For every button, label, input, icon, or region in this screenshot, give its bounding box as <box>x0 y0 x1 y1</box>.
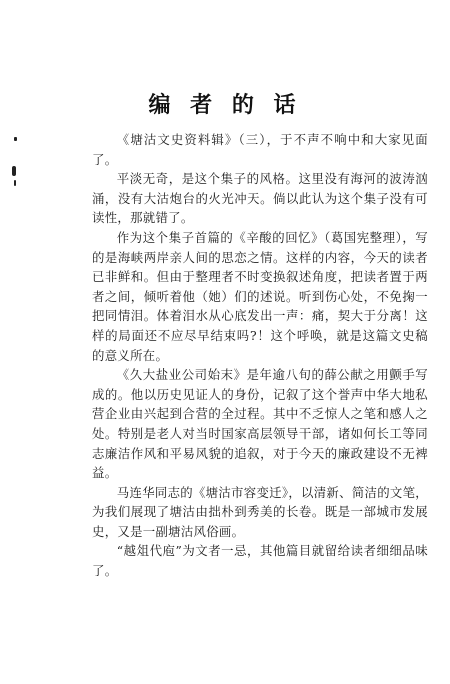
margin-mark <box>12 166 16 176</box>
page-title: 编 者 的 话 <box>148 93 302 118</box>
paragraph-closing: “越俎代庖”为文者一忌，其他篇目就留给读者细细品味了。 <box>92 543 428 579</box>
paragraph-first-article: 作为这个集子首篇的《辛酸的回忆》（葛国宪整理），写的是海峡两岸亲人间的思恋之情。这样的内容，今天的读者已非鲜和。但由于整理者不时变换叙述角度，把读者置于两者之间，倾听着他（她）们的述说。听到伤心处，不免掬一把同情泪。体着泪水从心底发出一声：痛，契大于分离！这样的局面还不应尽早结束吗?！这个呼唤，就是这篇文史稿的意义所在。 <box>92 229 428 363</box>
paragraph-city-changes: 马连华同志的《塘沽市容变迁》，以清新、简洁的文笔，为我们展现了塘沽由拙朴到秀美的长卷。既是一部城市发展史，又是一副塘沽风俗画。 <box>92 484 428 539</box>
margin-mark <box>14 137 17 141</box>
body-text <box>92 130 428 581</box>
paragraph-salt-company: 《久大盐业公司始末》是年逾八旬的薛公献之用颤手写成的。他以历史见证人的身份，记叙了这个誉声中华大地私营企业由兴起到合营的全过程。其中不乏惊人之笔和感人之处。特别是老人对当时国家高层领导干部，诸如何长工等同志廉洁作风和平易风貌的追叙，对于今天的廉政建设不无裨益。 <box>92 367 428 481</box>
paragraph-style: 平淡无奇，是这个集子的风格。这里没有海河的波涛汹涌，没有大沽炮台的火光冲天。倘以此认为这个集子没有可读性，那就错了。 <box>92 171 428 226</box>
paragraph-intro: 《塘沽文史资料辑》（三），于不声不响中和大家见面了。 <box>92 132 428 167</box>
margin-mark <box>14 180 16 186</box>
